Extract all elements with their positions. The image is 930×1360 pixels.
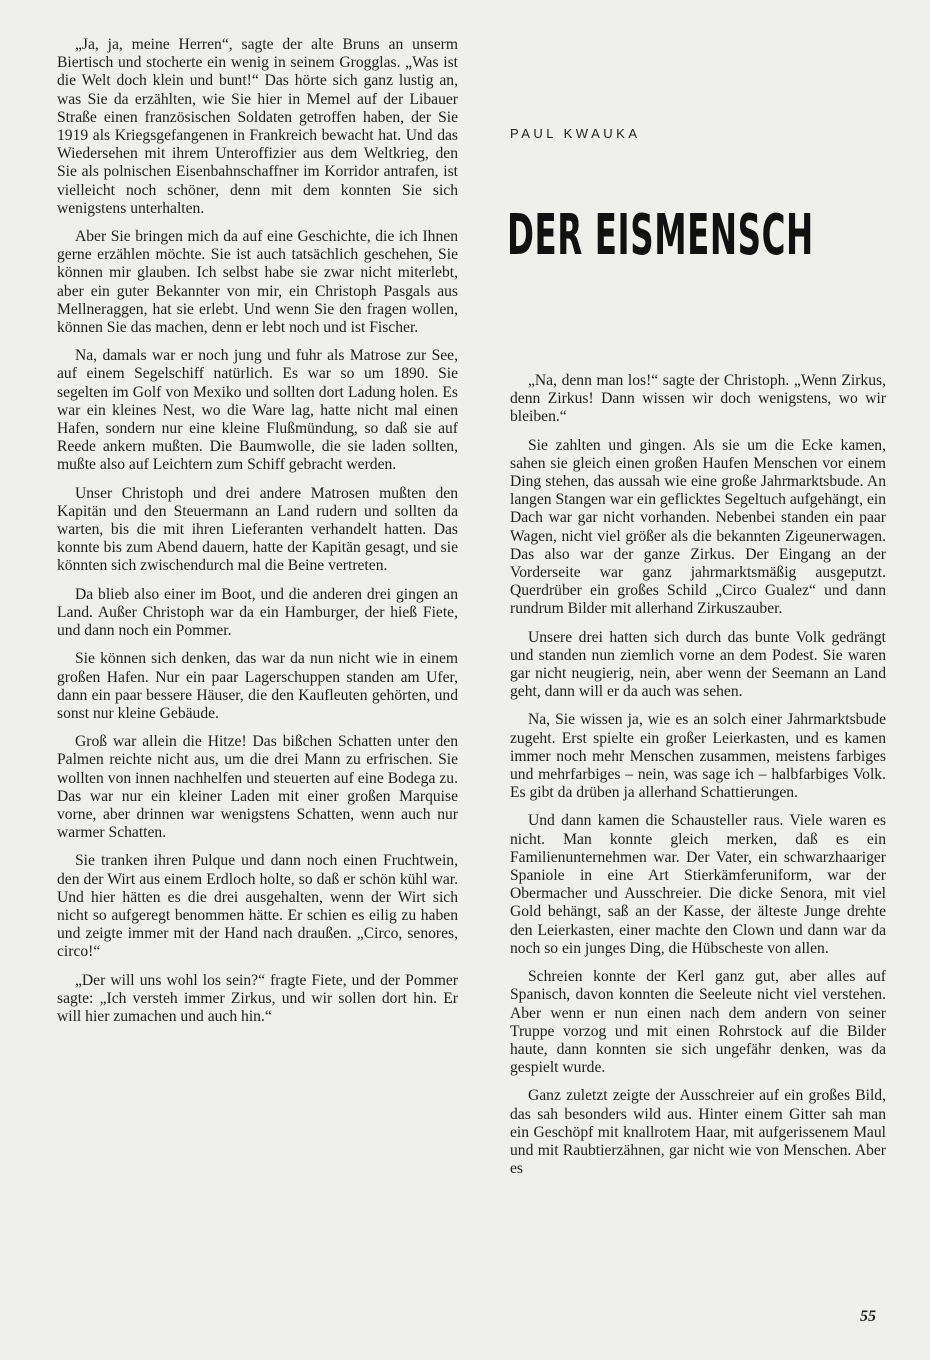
paragraph: „Ja, ja, meine Herren“, sagte der alte Bruns an unserm Biertisch und stocherte ein wenig in seinem Grogglas. „Was ist die Welt doch klein und bunt!“ Das hörte sich ganz lustig an, was Sie da erzählten, wie Sie hier in Memel auf der Libauer Straße einen französischen Soldaten getroffen haben, der Sie 1919 als Kriegsgefangenen in Frankreich bewacht hat. Und das Wiedersehen mit ihrem Unteroffizier aus dem Weltkrieg, den Sie als polnischen Eisenbahnschaffner im Korridor antrafen, ist vielleicht noch schöner, denn mit dem konnten Sie sich wenigstens unterhalten. <box>57 36 458 217</box>
paragraph: Sie können sich denken, das war da nun nicht wie in einem großen Hafen. Nur ein paar Lagerschuppen standen am Ufer, dann ein paar bessere Häuser, die den Kaufleuten gehörten, und sonst nur kleine Gebäude. <box>57 650 458 722</box>
paragraph: Sie tranken ihren Pulque und dann noch einen Fruchtwein, den der Wirt aus einem Erdloch holte, so daß er schön kühl war. Und hier hätten es die drei ausgehalten, wenn der Wirt sich nicht so aufgeregt benommen hätte. Er schien es eilig zu haben und zeigte immer mit der Hand nach draußen. „Circo, senores, circo!“ <box>57 852 458 961</box>
paragraph: Aber Sie bringen mich da auf eine Geschichte, die ich Ihnen gerne erzählen möchte. Sie ist auch tatsächlich geschehen, Sie können mir glauben. Ich selbst habe sie zwar nicht miterlebt, aber ein guter Bekannter von mir, ein Christoph Pasgals aus Mellneraggen, hat sie erlebt. Und wenn Sie den fragen wollen, können Sie das machen, denn er lebt noch und ist Fischer. <box>57 228 458 337</box>
paragraph: Unser Christoph und drei andere Matrosen mußten den Kapitän und den Steuermann an Land rudern und sollten da warten, bis die mit ihren Lieferanten verhandelt hatten. Das konnte bis zum Abend dauern, hatte der Kapitän gesagt, und sie könnten sich zwischendurch mal die Beine vertreten. <box>57 484 458 575</box>
paragraph: „Der will uns wohl los sein?“ fragte Fiete, und der Pommer sagte: „Ich versteh immer Zirkus, und wir sollen dort hin. Er will hier zumachen und auch hin.“ <box>57 971 458 1025</box>
paragraph: Sie zahlten und gingen. Als sie um die Ecke kamen, sahen sie gleich einen großen Haufen Menschen vor einem Ding stehen, das aussah wie eine große Jahrmarktsbude. An langen Stangen war ein geflicktes Segeltuch aufgehängt, ein Dach war gar nicht vorhanden. Nebenbei standen ein paar Wagen, nicht viel größer als die bekannten Zigeunerwagen. Das also war der ganze Zirkus. Der Eingang an der Vorderseite war ganz jahrmarktsmäßig ausgeputzt. Querdrüber ein großes Schild „Circo Gualez“ und dann rundrum Bilder mit allerhand Zirkuszauber. <box>510 436 886 618</box>
paragraph: Und dann kamen die Schausteller raus. Viele waren es nicht. Man konnte gleich merken, daß es ein Familienunternehmen war. Der Vater, ein schwarzhaariger Spaniole in eine Art Stierkämferuniform, war der Obermacher und Ausschreier. Die dicke Senora, mit viel Gold behängt, saß an der Kasse, der älteste Junge drehte den Leierkasten, einer machte den Clown und dann war da noch so ein junges Ding, die Hübscheste von allen. <box>510 812 886 957</box>
paragraph: Groß war allein die Hitze! Das bißchen Schatten unter den Palmen reichte nicht aus, um die drei Mann zu erfrischen. Sie wollten von innen nachhelfen und steuerten auf eine Bodega zu. Das war nur ein kleiner Laden mit einer großen Marquise vorne, aber drinnen war wenigstens Schatten, wenn auch nur warmer Schatten. <box>57 733 458 842</box>
paragraph: Unsere drei hatten sich durch das bunte Volk gedrängt und standen nun ziemlich vorne an dem Podest. Sie waren gar nicht neugierig, nein, aber wenn der Seemann an Land geht, dann will er da auch was sehen. <box>510 628 886 701</box>
paragraph: Da blieb also einer im Boot, und die anderen drei gingen an Land. Außer Christoph war da ein Hamburger, der hieß Fiete, und dann noch ein Pommer. <box>57 585 458 640</box>
article-title: DER EISMENSCH <box>507 203 814 268</box>
right-text-column <box>510 372 886 1188</box>
paragraph: Na, Sie wissen ja, wie es an solch einer Jahrmarktsbude zugeht. Erst spielte ein großer Leierkasten, und es kamen immer noch mehr Menschen zusammen, meistens farbiges und mehrfarbiges – nein, was sage ich – halbfarbiges Volk. Es gibt da drüben ja allerhand Schattierungen. <box>510 711 886 802</box>
left-text-column <box>57 36 458 1036</box>
paragraph: Ganz zuletzt zeigte der Ausschreier auf ein großes Bild, das sah besonders wild aus. Hinter einem Gitter sah man ein Geschöpf mit knallrotem Haar, mit aufgerissenem Maul und mit Raubtierzähnen, gar nicht wie von Menschen. Aber es <box>510 1087 886 1178</box>
page-number: 55 <box>860 1308 876 1325</box>
paragraph: „Na, denn man los!“ sagte der Christoph. „Wenn Zirkus, denn Zirkus! Dann wissen wir doch wenigstens, wo wir bleiben.“ <box>510 372 886 426</box>
paragraph: Na, damals war er noch jung und fuhr als Matrose zur See, auf einem Segelschiff natürlich. Es war so um 1890. Sie segelten im Golf von Mexiko und sollten dort Ladung holen. Es war ein kleines Nest, wo die Ware lag, hatte nicht mal einen Hafen, sondern nur eine kleine Flußmündung, so daß sie auf Reede ankern mußten. Die Baumwolle, die sie laden sollten, mußte also auf Leichtern zum Schiff gebracht werden. <box>57 347 458 474</box>
author-name: PAUL KWAUKA <box>510 126 641 141</box>
paragraph: Schreien konnte der Kerl ganz gut, aber alles auf Spanisch, davon konnten die Seeleute nicht viel verstehen. Aber wenn er nun einen nach dem andern von seiner Truppe vorzog und mit einen Rohrstock auf die Bilder haute, dann konnten sie sich ungefähr denken, was da gespielt wurde. <box>510 968 886 1077</box>
